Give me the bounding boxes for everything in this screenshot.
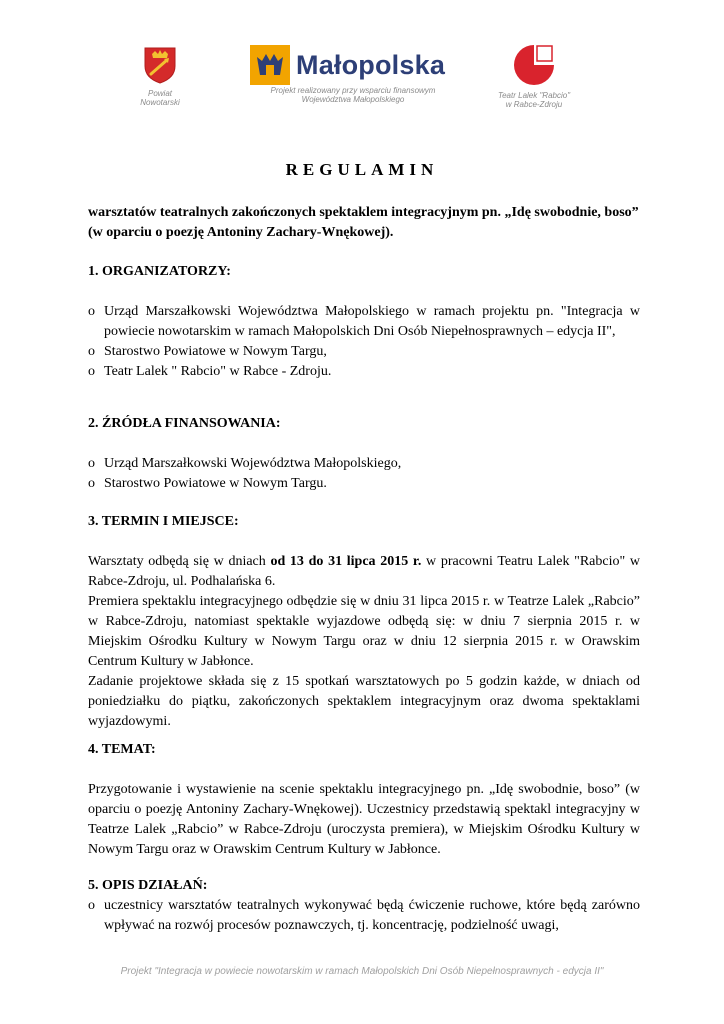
list-item: o Starostwo Powiatowe w Nowym Targu,	[88, 342, 640, 362]
logo-caption: Powiat	[147, 89, 172, 98]
logo-caption: Nowotarski	[140, 98, 180, 107]
paragraph: Zadanie projektowe składa się z 15 spotkań warsztatowych po 5 godzin każde, w dniach od poniedziałku do piątku, zakończonych spektaklem integracyjnym oraz dwoma spektaklami wyjazdowymi.	[88, 674, 640, 729]
page-footer: Projekt "Integracja w powiecie nowotarskim w ramach Małopolskich Dni Osób Niepełnosprawnych - edycja II"	[120, 966, 604, 977]
list-item: o uczestnicy warsztatów teatralnych wykonywać będą ćwiczenie ruchowe, które będą zarówno wpływać na rozwój procesów poznawczych, tj. koncentrację, podzielność uwagi,	[88, 896, 640, 936]
section-heading: 2. ŹRÓDŁA FINANSOWANIA:	[88, 416, 281, 431]
list-item: o Starostwo Powiatowe w Nowym Targu.	[88, 474, 640, 494]
subtitle-text: warsztatów teatralnych zakończonych spektaklem integracyjnym pn. „Idę swobodnie, boso” (w oparciu o poezję Antoniny Zachary-Wnękowej).	[88, 205, 639, 240]
text-run: Warsztaty odbędą się w dniach	[88, 554, 271, 569]
section-organizers	[88, 262, 640, 382]
organizers-list	[88, 302, 640, 382]
funding-list	[88, 454, 640, 494]
text-run: w pracowni Teatru Lalek "Rabcio" w Rabce-Zdroju, ul. Podhalańska 6.	[88, 554, 641, 589]
list-item: o Urząd Marszałkowski Województwa Małopolskiego,	[88, 454, 640, 474]
document-title: REGULAMIN	[285, 160, 439, 179]
theatre-emblem-icon	[513, 44, 555, 86]
logo-caption: Teatr Lalek "Rabcio"	[497, 91, 571, 100]
crest-icon	[142, 46, 178, 84]
activities-list	[88, 896, 640, 936]
section-date-place	[88, 512, 640, 732]
list-item: o Teatr Lalek " Rabcio" w Rabce - Zdroju.	[88, 362, 640, 382]
logo-caption: Projekt realizowany przy wsparciu finansowym	[270, 86, 436, 95]
section-activities	[88, 876, 640, 936]
date-range: od 13 do 31 lipca 2015 r.	[270, 554, 422, 569]
paragraph: Przygotowanie i wystawienie na scenie spektaklu integracyjnego pn. „Idę swobodnie, boso” (w oparciu o poezję Antoniny Zachary-Wnękowej). Uczestnicy przedstawią spektakl integracyjny w Teatrze Lalek „Rabcio” w Rabce-Zdroju (uroczysta premiera), w Miejskim Ośrodku Kultury w Nowym Targu oraz w Orawskim Centrum Kultury w Jabłonce.	[88, 782, 640, 857]
list-item: o Urząd Marszałkowski Województwa Małopolskiego w ramach projektu pn. "Integracja w powiecie nowotarskim w ramach Małopolskich Dni Osób Niepełnosprawnych – edycja II",	[88, 302, 640, 342]
section-heading: 3. TERMIN I MIEJSCE:	[88, 514, 239, 529]
section-heading: 5. OPIS DZIAŁAŃ:	[88, 878, 208, 893]
malopolska-logo	[250, 44, 456, 104]
logo-caption: w Rabce-Zdroju	[505, 100, 563, 109]
powiat-nowotarski-logo	[128, 46, 192, 107]
paragraph	[88, 552, 640, 592]
malopolska-emblem-icon	[250, 45, 290, 85]
logo-caption: Województwa Małopolskiego	[301, 95, 405, 104]
paragraph: Premiera spektaklu integracyjnego odbędzie się w dniu 31 lipca 2015 r. w Teatrze Lalek „Rabcio” w Rabce-Zdroju, natomiast spektakle wyjazdowe odbędą się: w dniu 7 sierpnia 2015 r. w Miejskim Ośrodku Kultury w Nowym Targu oraz w dniu 12 sierpnia 2015 r. w Orawskim Centrum Kultury w Jabłonce.	[88, 594, 640, 669]
section-funding	[88, 414, 640, 494]
document-subtitle	[88, 203, 640, 243]
section-heading: 4. TEMAT:	[88, 742, 156, 757]
section-topic	[88, 740, 640, 860]
page-header	[0, 0, 724, 120]
section-heading: 1. ORGANIZATORZY:	[88, 264, 231, 279]
teatr-lalek-rabcio-logo	[488, 44, 580, 109]
brand-name: Małopolska	[296, 49, 446, 80]
